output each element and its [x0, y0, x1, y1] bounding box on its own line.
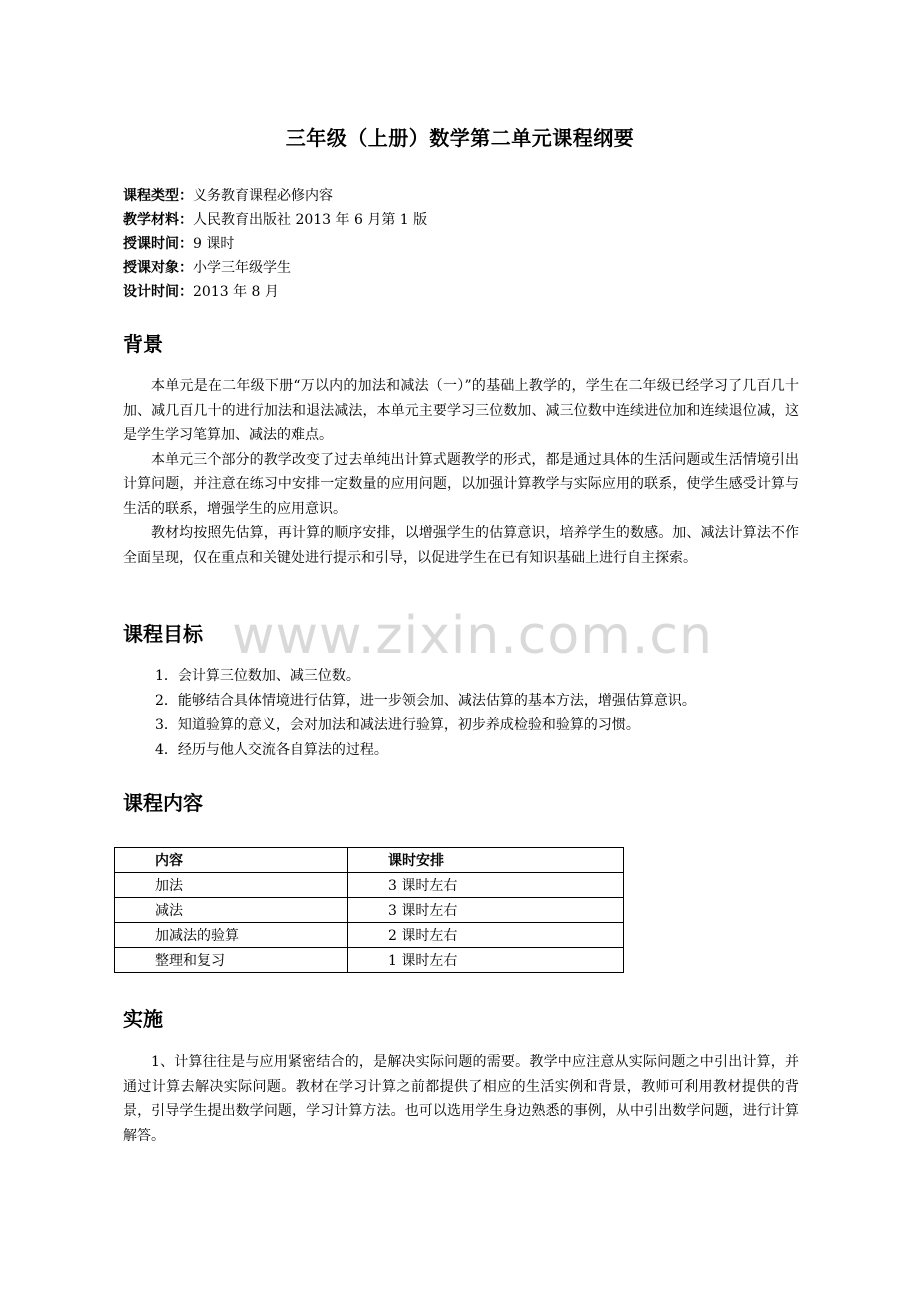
document-title: 三年级（上册）数学第二单元课程纲要: [285, 126, 635, 150]
meta-key: 教学材料：: [123, 212, 193, 228]
meta-row-audience: [123, 256, 427, 280]
table-cell: 3 课时左右: [348, 873, 624, 898]
meta-key: 授课对象：: [123, 260, 193, 276]
paragraph: 教材均按照先估算，再计算的顺序安排，以增强学生的估算意识，培养学生的数感。加、减法计算法不作全面呈现，仅在重点和关键处进行提示和引导，以促进学生在已有知识基础上进行自主探索。: [123, 525, 799, 566]
meta-key: 设计时间：: [123, 284, 193, 300]
list-item: 2．能够结合具体情境进行估算，进一步领会加、减法估算的基本方法，增强估算意识。: [155, 692, 696, 709]
course-meta: [123, 184, 427, 304]
background-paragraphs: [123, 374, 799, 570]
table-row: [115, 923, 624, 948]
meta-key: 授课时间：: [123, 236, 193, 252]
table-row: [115, 898, 624, 923]
watermark: www.zixin.com.cn: [232, 606, 713, 666]
column-header-hours: 课时安排: [348, 848, 624, 873]
column-header-content: 内容: [115, 848, 348, 873]
meta-key: 课程类型：: [123, 188, 193, 204]
paragraph: 本单元是在二年级下册“万以内的加法和减法（一）”的基础上教学的，学生在二年级已经学习了几百几十加、减几百几十的进行加法和退法减法，本单元主要学习三位数加、减三位数中连续进位加和连续退位减，这是学生学习笔算加、减法的难点。: [123, 378, 799, 443]
table-cell: 2 课时左右: [348, 923, 624, 948]
paragraph: 本单元三个部分的教学改变了过去单纯出计算式题教学的形式，都是通过具体的生活问题或生活情境引出计算问题，并注意在练习中安排一定数量的应用问题，以加强计算教学与实际应用的联系，使学生感受计算与生活的联系，增强学生的应用意识。: [123, 451, 799, 517]
list-item: 4．经历与他人交流各自算法的过程。: [155, 741, 388, 758]
section-heading-implementation: 实施: [123, 1007, 163, 1031]
meta-row-materials: [123, 208, 427, 232]
list-item: 3．知道验算的意义，会对加法和减法进行验算，初步养成检验和验算的习惯。: [155, 717, 640, 733]
meta-row-course-type: [123, 184, 427, 208]
table-cell: 加减法的验算: [115, 923, 348, 948]
table-cell: 减法: [115, 898, 348, 923]
table-cell: 整理和复习: [115, 948, 348, 973]
meta-row-class-hours: [123, 232, 427, 256]
meta-value: 人民教育出版社 2013 年 6 月第 1 版: [193, 212, 428, 228]
meta-value: 2013 年 8 月: [193, 284, 279, 300]
table-row: [115, 873, 624, 898]
list-item: 1．会计算三位数加、减三位数。: [155, 668, 360, 684]
meta-value: 小学三年级学生: [193, 260, 291, 276]
implementation-paragraphs: [123, 1050, 799, 1148]
meta-value: 义务教育课程必修内容: [193, 188, 333, 204]
table-cell: 加法: [115, 873, 348, 898]
meta-value: 9 课时: [193, 236, 235, 252]
table-cell: 1 课时左右: [348, 948, 624, 973]
section-heading-background: 背景: [123, 332, 163, 356]
table-cell: 3 课时左右: [348, 898, 624, 923]
schedule-table: [114, 847, 624, 973]
table-row: [115, 948, 624, 973]
meta-row-design-date: [123, 280, 427, 304]
table-header-row: [115, 848, 624, 873]
paragraph: 1、计算往往是与应用紧密结合的，是解决实际问题的需要。教学中应注意从实际问题之中引出计算，并通过计算去解决实际问题。教材在学习计算之前都提供了相应的生活实例和背景，教师可利用教材提供的背景，引导学生提出数学问题，学习计算方法。也可以选用学生身边熟悉的事例，从中引出数学问题，进行计算解答。: [123, 1054, 799, 1144]
section-heading-goals: 课程目标: [123, 622, 203, 646]
section-heading-content: 课程内容: [123, 791, 203, 815]
goals-list: [155, 664, 696, 762]
